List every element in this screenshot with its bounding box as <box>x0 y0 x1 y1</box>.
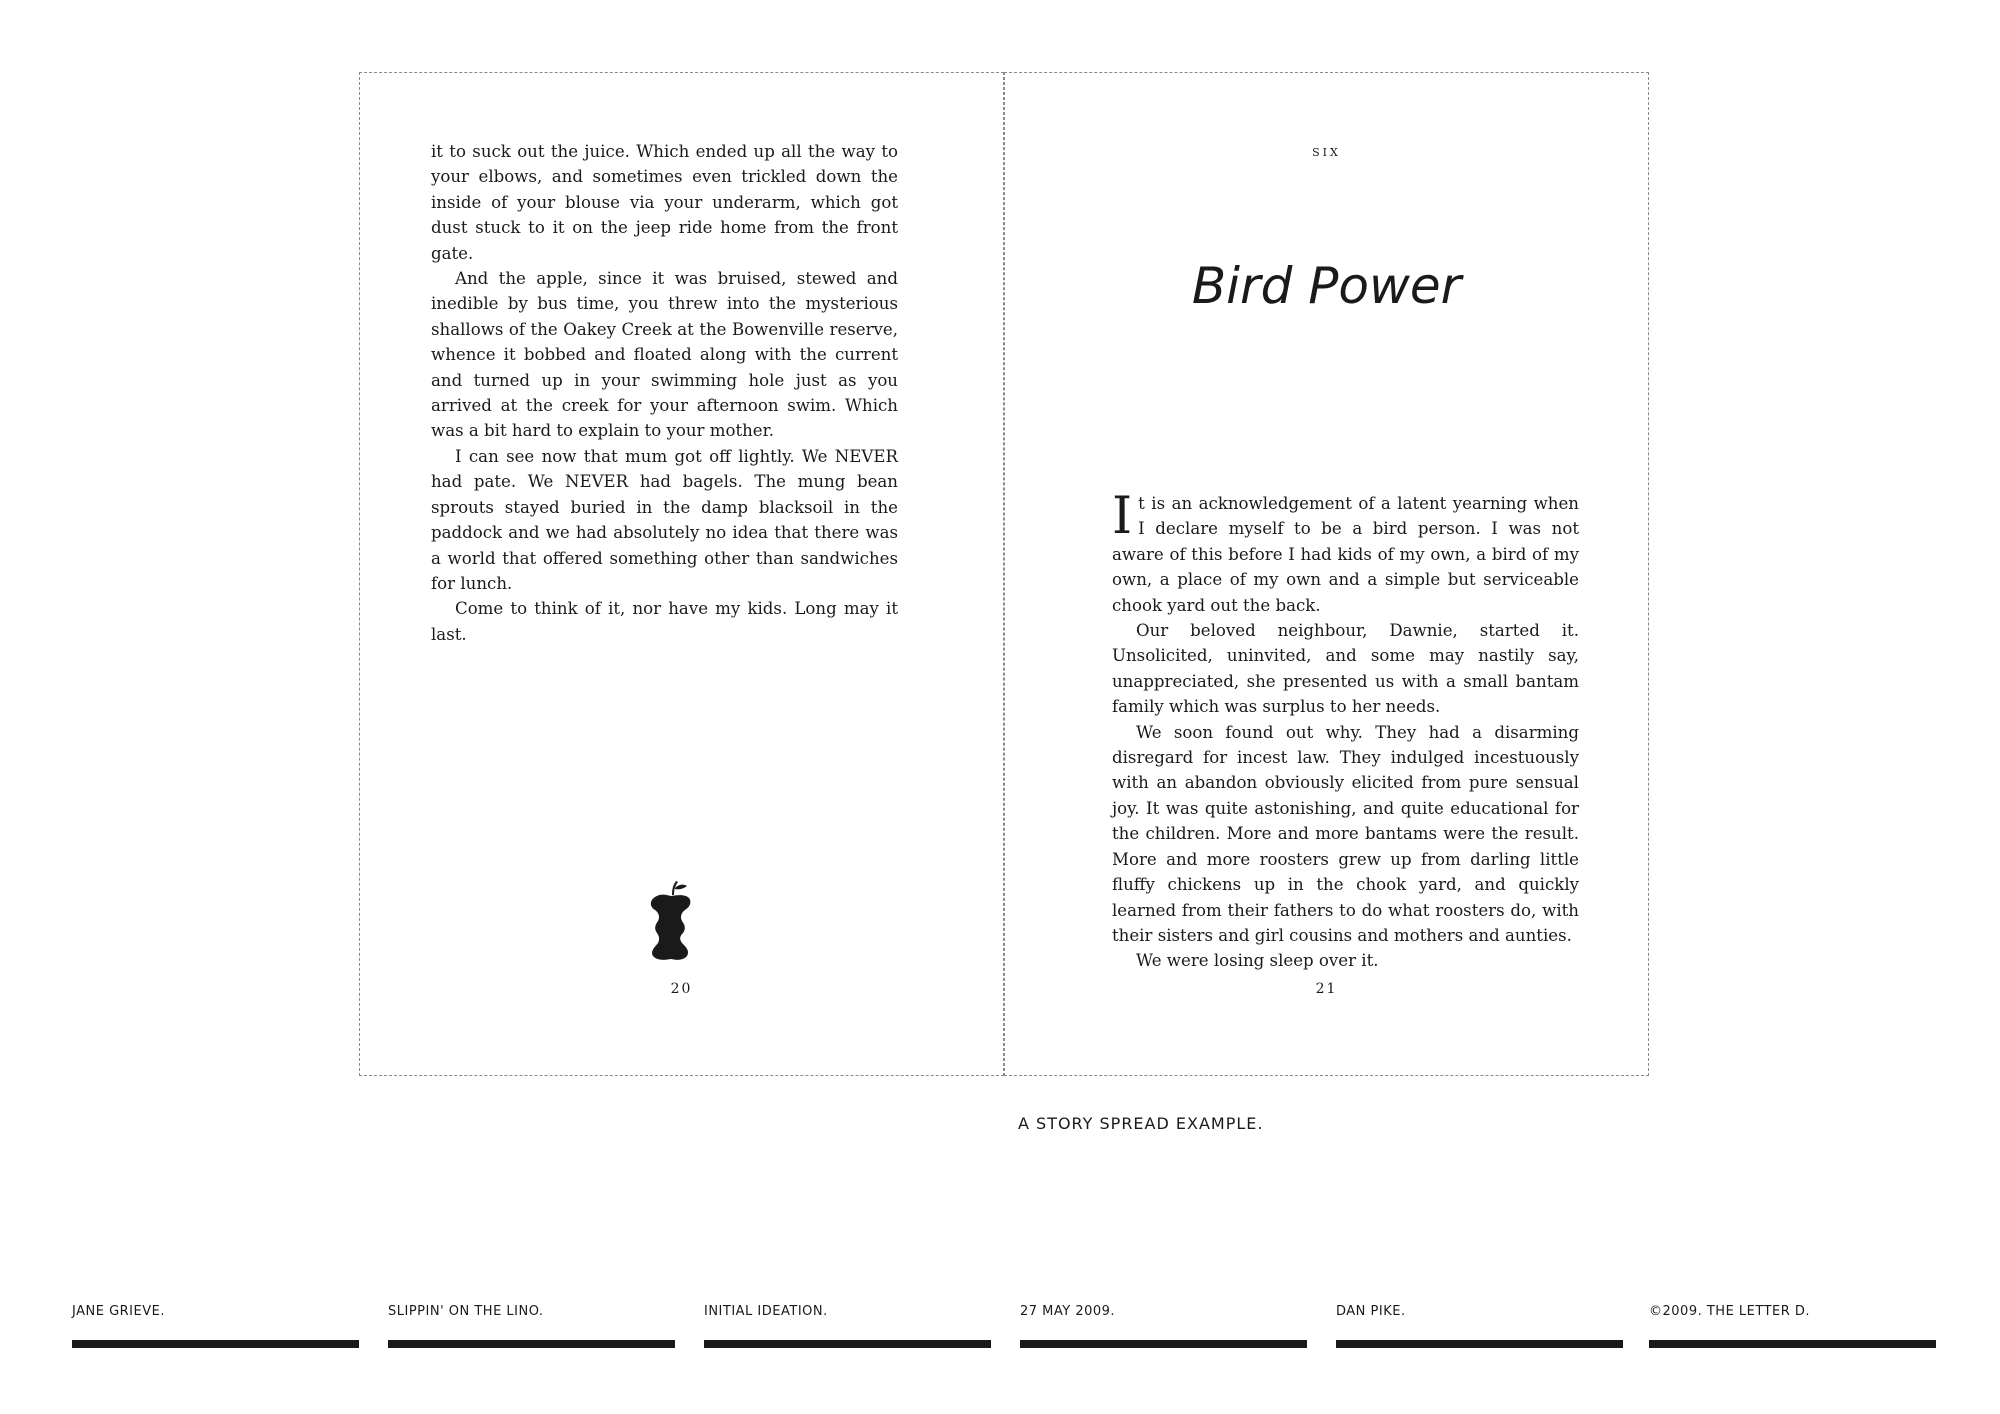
footer-bar <box>1649 1340 1936 1348</box>
spread-caption: A STORY SPREAD EXAMPLE. <box>1018 1114 1264 1133</box>
footer-bar <box>1020 1340 1307 1348</box>
footer-bar <box>1336 1340 1623 1348</box>
footer-item-title <box>388 1304 675 1350</box>
footer-item-date <box>1020 1304 1307 1350</box>
right-page-number: 21 <box>1315 981 1338 997</box>
footer-label: INITIAL IDEATION. <box>704 1304 828 1319</box>
footer-bar <box>388 1340 675 1348</box>
footer-label: ©2009. THE LETTER D. <box>1649 1304 1811 1319</box>
footer-label: SLIPPIN' ON THE LINO. <box>388 1304 544 1319</box>
left-paragraph-2: And the apple, since it was bruised, stewed and inedible by bus time, you threw into the mysterious shallows of the Oakey Creek at the Bowenville reserve, whence it bobbed and floated along with the current and turned up in your swimming hole just as you arrived at the creek for your afternoon swim. Which was a bit hard to explain to your mother. <box>431 269 898 441</box>
footer-bar <box>72 1340 359 1348</box>
footer-label: JANE GRIEVE. <box>72 1304 165 1319</box>
left-paragraph-4: Come to think of it, nor have my kids. Long may it last. <box>431 599 898 644</box>
drop-cap: I <box>1112 487 1133 546</box>
footer-label: DAN PIKE. <box>1336 1304 1406 1319</box>
apple-core-icon <box>645 881 697 961</box>
left-page-number: 20 <box>670 981 693 997</box>
footer-item-author <box>72 1304 359 1350</box>
left-paragraph-1: it to suck out the juice. Which ended up all the way to your elbows, and sometimes even trickled down the inside of your blouse via your underarm, which got dust stuck to it on the jeep ride home from the front gate. <box>431 142 898 263</box>
left-page-body <box>431 139 898 647</box>
footer-item-stage <box>704 1304 991 1350</box>
right-paragraph-4: We were losing sleep over it. <box>1136 951 1379 971</box>
left-page <box>359 72 1004 1076</box>
right-page-body <box>1112 487 1579 974</box>
footer-item-copyright <box>1649 1304 1936 1350</box>
left-paragraph-3: I can see now that mum got off lightly. We NEVER had pate. We NEVER had bagels. The mung bean sprouts stayed buried in the damp blacksoil in the paddock and we had absolutely no idea that there was a world that offered something other than sandwiches for lunch. <box>431 446 898 593</box>
footer <box>72 1304 1936 1350</box>
footer-item-designer <box>1336 1304 1623 1350</box>
chapter-title: Bird Power <box>1191 257 1462 315</box>
book-spread <box>359 72 1651 1076</box>
right-paragraph-1 <box>1112 487 1579 618</box>
right-paragraph-1-text: t is an acknowledgement of a latent yearning when I declare myself to be a bird person. I was not aware of this before I had kids of my own, a bird of my own, a place of my own and a simple but serviceable chook yard out the back. <box>1112 494 1579 615</box>
chapter-number: six <box>1312 141 1341 160</box>
right-paragraph-2: Our beloved neighbour, Dawnie, started it. Unsolicited, uninvited, and some may nastily say, unappreciated, she presented us with a small bantam family which was surplus to her needs. <box>1112 621 1579 717</box>
footer-label: 27 MAY 2009. <box>1020 1304 1116 1319</box>
footer-bar <box>704 1340 991 1348</box>
right-paragraph-3: We soon found out why. They had a disarming disregard for incest law. They indulged incestuously with an abandon obviously elicited from pure sensual joy. It was quite astonishing, and quite educational for the children. More and more bantams were the result. More and more roosters grew up from darling little fluffy chickens up in the chook yard, and quickly learned from their fathers to do what roosters do, with their sisters and girl cousins and mothers and aunties. <box>1112 722 1579 945</box>
right-page <box>1004 72 1649 1076</box>
